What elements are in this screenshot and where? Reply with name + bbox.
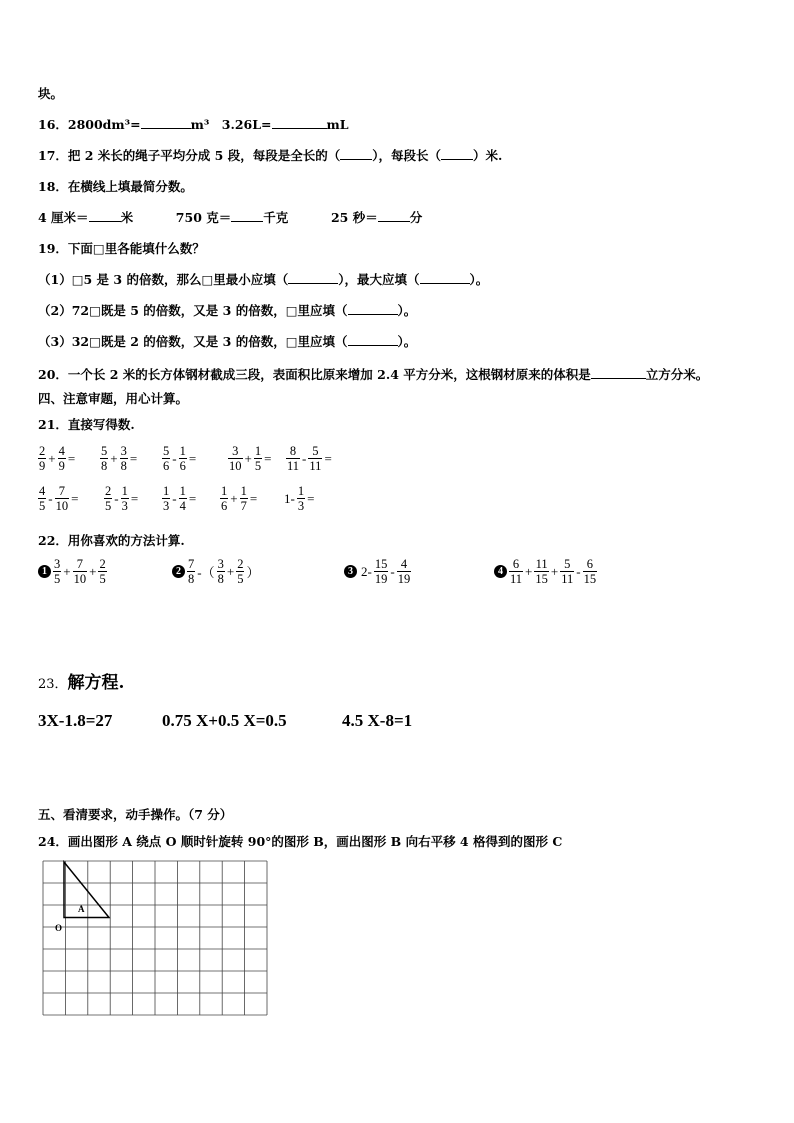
equation-1: 3X-1.8=27	[38, 711, 113, 730]
denominator: 19	[374, 572, 388, 586]
section-4-heading: 四、注意审题，用心计算。	[38, 391, 189, 406]
operator: =	[71, 490, 79, 506]
numerator: 8	[289, 444, 297, 458]
denominator: 8	[188, 572, 195, 586]
numerator: 3	[232, 444, 239, 458]
calc-item	[282, 484, 342, 513]
denominator: 5	[54, 572, 61, 586]
fraction	[254, 444, 262, 473]
fraction	[374, 557, 389, 586]
fraction	[120, 444, 128, 473]
operator: 1-	[284, 490, 295, 506]
answer-blank[interactable]	[272, 116, 327, 129]
operator: +	[48, 450, 56, 466]
denominator: 8	[217, 572, 224, 586]
calc-item	[162, 444, 228, 473]
denominator: 5	[254, 459, 262, 473]
operator: -	[172, 490, 177, 506]
numerator: 1	[179, 484, 186, 498]
denominator: 5	[99, 572, 106, 586]
calc-item	[38, 444, 100, 473]
denominator: 8	[120, 459, 127, 473]
denominator: 11	[561, 572, 574, 586]
answer-blank[interactable]	[378, 209, 410, 222]
numerator: 1	[221, 484, 228, 498]
circled-number: 3	[344, 565, 357, 578]
denominator: 5	[237, 572, 244, 586]
equation-3: 4.5 X-8=1	[342, 711, 413, 730]
numerator: 1	[254, 444, 262, 458]
operator: +	[525, 563, 533, 579]
numerator: 6	[512, 557, 520, 571]
answer-blank[interactable]	[420, 271, 470, 284]
operator: =	[188, 450, 197, 466]
operator: =	[324, 450, 332, 466]
numerator: 4	[39, 484, 46, 498]
answer-blank[interactable]	[348, 333, 398, 346]
numerator: 1	[179, 444, 186, 458]
question-18: 18．在横线上填最简分数。	[38, 179, 193, 194]
denominator: 11	[309, 459, 322, 473]
label-a: A	[78, 904, 85, 914]
question-19: 19．下面□里各能填什么数？	[38, 241, 205, 256]
operator: +	[226, 563, 235, 579]
fraction	[560, 557, 574, 586]
operator: -	[172, 450, 177, 466]
section-5-heading: 五、看清要求，动手操作。（7 分）	[38, 807, 233, 822]
question-17: 17．把 2 米长的绳子平均分成 5 段，每段是全长的（ ），每段长（ ）米.	[38, 148, 503, 163]
operator: -	[48, 490, 53, 506]
fraction	[228, 444, 243, 473]
answer-blank[interactable]	[288, 271, 338, 284]
numerator: 5	[312, 444, 319, 458]
calc-item	[220, 484, 282, 513]
operator: =	[264, 450, 272, 466]
operator: +	[230, 490, 238, 506]
question-19-2: （2）72□既是 5 的倍数，又是 3 的倍数，□里应填（ ）。	[38, 303, 417, 318]
operator: +	[550, 563, 559, 579]
numerator: 11	[535, 557, 548, 571]
numerator: 4	[58, 444, 65, 458]
fraction	[38, 484, 46, 513]
fraction	[286, 444, 300, 473]
fraction	[220, 484, 228, 513]
question-23: 23．解方程.	[38, 673, 125, 693]
numerator: 7	[58, 484, 65, 498]
fraction	[179, 444, 187, 473]
numerator: 2	[105, 484, 112, 498]
question-22: 22．用你喜欢的方法计算.	[38, 533, 185, 548]
numerator: 2	[237, 557, 244, 571]
fraction	[104, 484, 112, 513]
fraction	[187, 557, 195, 586]
denominator: 6	[221, 499, 228, 513]
denominator: 10	[229, 459, 242, 473]
circled-number: 2	[172, 565, 185, 578]
equation-2: 0.75 X+0.5 X=0.5	[162, 711, 287, 730]
denominator: 7	[240, 499, 247, 513]
operator: =	[67, 450, 76, 466]
calc-item	[100, 444, 162, 473]
operator: -	[576, 563, 581, 579]
calc-item	[162, 484, 220, 513]
answer-blank[interactable]	[441, 147, 473, 160]
numerator: 15	[374, 557, 388, 571]
numerator: 2	[99, 557, 106, 571]
fraction	[162, 444, 170, 473]
calc-item	[286, 444, 346, 473]
numerator: 5	[564, 557, 571, 571]
label-o: O	[55, 923, 63, 933]
q22-problems	[38, 557, 644, 586]
calc-item	[104, 484, 162, 513]
fraction	[308, 444, 322, 473]
fraction	[217, 557, 225, 586]
q21-row-1	[38, 444, 346, 473]
operator: -	[114, 490, 119, 506]
q22-problem-1	[38, 557, 172, 586]
fraction	[583, 557, 598, 586]
fraction	[53, 557, 61, 586]
operator: -	[390, 563, 395, 579]
operator: =	[307, 490, 315, 506]
denominator: 6	[163, 459, 170, 473]
numerator: 1	[297, 484, 305, 498]
fraction	[297, 484, 305, 513]
fraction	[240, 484, 248, 513]
numerator: 1	[121, 484, 128, 498]
denominator: 4	[179, 499, 186, 513]
denominator: 15	[583, 572, 597, 586]
answer-blank[interactable]	[89, 209, 121, 222]
operator: -	[302, 450, 307, 466]
operator: +	[89, 563, 97, 579]
operator: +	[63, 563, 71, 579]
question-21: 21．直接写得数.	[38, 417, 135, 432]
numerator: 4	[400, 557, 408, 571]
numerator: 6	[586, 557, 593, 571]
fraction	[38, 444, 46, 473]
q22-problem-4	[494, 557, 644, 586]
q21-row-2	[38, 484, 342, 513]
denominator: 11	[287, 459, 300, 473]
denominator: 3	[121, 499, 128, 513]
fraction	[55, 484, 70, 513]
operator: ）	[246, 565, 260, 580]
numerator: 1	[240, 484, 247, 498]
calc-item	[228, 444, 286, 473]
operator: =	[249, 490, 258, 506]
fraction	[98, 557, 106, 586]
question-20: 20．一个长 2 米的长方体钢材截成三段，表面积比原来增加 2.4 平方分米，这根钢材原来的体积是 立方分米。	[38, 367, 709, 382]
numerator: 3	[54, 557, 61, 571]
q22-problem-2	[172, 557, 344, 586]
numerator: 2	[39, 444, 46, 458]
answer-blank[interactable]	[591, 366, 646, 379]
fraction	[534, 557, 549, 586]
fraction	[397, 557, 412, 586]
circled-number: 1	[38, 565, 51, 578]
denominator: 6	[179, 459, 186, 473]
fraction	[100, 444, 108, 473]
numerator: 1	[163, 484, 170, 498]
drawing-grid[interactable]	[42, 860, 270, 1018]
fraction	[509, 557, 523, 586]
question-24: 24．画出图形 A 绕点 O 顺时针旋转 90°的图形 B，画出图形 B 向右平移 4 格得到的图形 C	[38, 834, 563, 849]
denominator: 8	[101, 459, 108, 473]
calc-item	[38, 484, 104, 513]
fraction	[58, 444, 66, 473]
fraction	[162, 484, 170, 513]
denominator: 5	[39, 499, 46, 513]
denominator: 9	[39, 459, 46, 473]
denominator: 9	[58, 459, 65, 473]
denominator: 10	[55, 499, 69, 513]
numerator: 5	[101, 444, 108, 458]
continuation-text: 块。	[38, 86, 64, 101]
denominator: 15	[535, 572, 548, 586]
numerator: 3	[217, 557, 224, 571]
denominator: 11	[510, 572, 523, 586]
fraction	[121, 484, 129, 513]
fraction	[236, 557, 244, 586]
question-18-items: 4 厘米＝ 米 750 克＝ 千克 25 秒＝ 分	[38, 210, 423, 225]
operator: 2-	[361, 563, 372, 579]
numerator: 5	[163, 444, 170, 458]
denominator: 10	[73, 572, 87, 586]
operator: =	[188, 490, 197, 506]
denominator: 5	[105, 499, 112, 513]
fraction	[179, 484, 187, 513]
operator: +	[110, 450, 118, 466]
question-16: 16．2800dm³= m³ 3.26L= mL	[38, 117, 349, 132]
triangle-a	[64, 862, 109, 918]
answer-blank[interactable]	[141, 116, 191, 129]
operator: -（	[197, 565, 215, 580]
answer-blank[interactable]	[340, 147, 372, 160]
q22-problem-3	[344, 557, 494, 586]
denominator: 3	[297, 499, 305, 513]
denominator: 19	[397, 572, 411, 586]
operator: +	[244, 450, 252, 466]
numerator: 7	[76, 557, 83, 571]
circled-number: 4	[494, 565, 507, 578]
answer-blank[interactable]	[348, 302, 398, 315]
denominator: 3	[163, 499, 170, 513]
operator: =	[130, 490, 139, 506]
answer-blank[interactable]	[231, 209, 263, 222]
question-19-1: （1）□5 是 3 的倍数，那么□里最小应填（ ），最大应填（ ）。	[38, 272, 489, 287]
numerator: 7	[188, 557, 195, 571]
fraction	[73, 557, 88, 586]
operator: =	[129, 450, 138, 466]
question-19-3: （3）32□既是 2 的倍数，又是 3 的倍数，□里应填（ ）。	[38, 334, 417, 349]
numerator: 3	[120, 444, 127, 458]
